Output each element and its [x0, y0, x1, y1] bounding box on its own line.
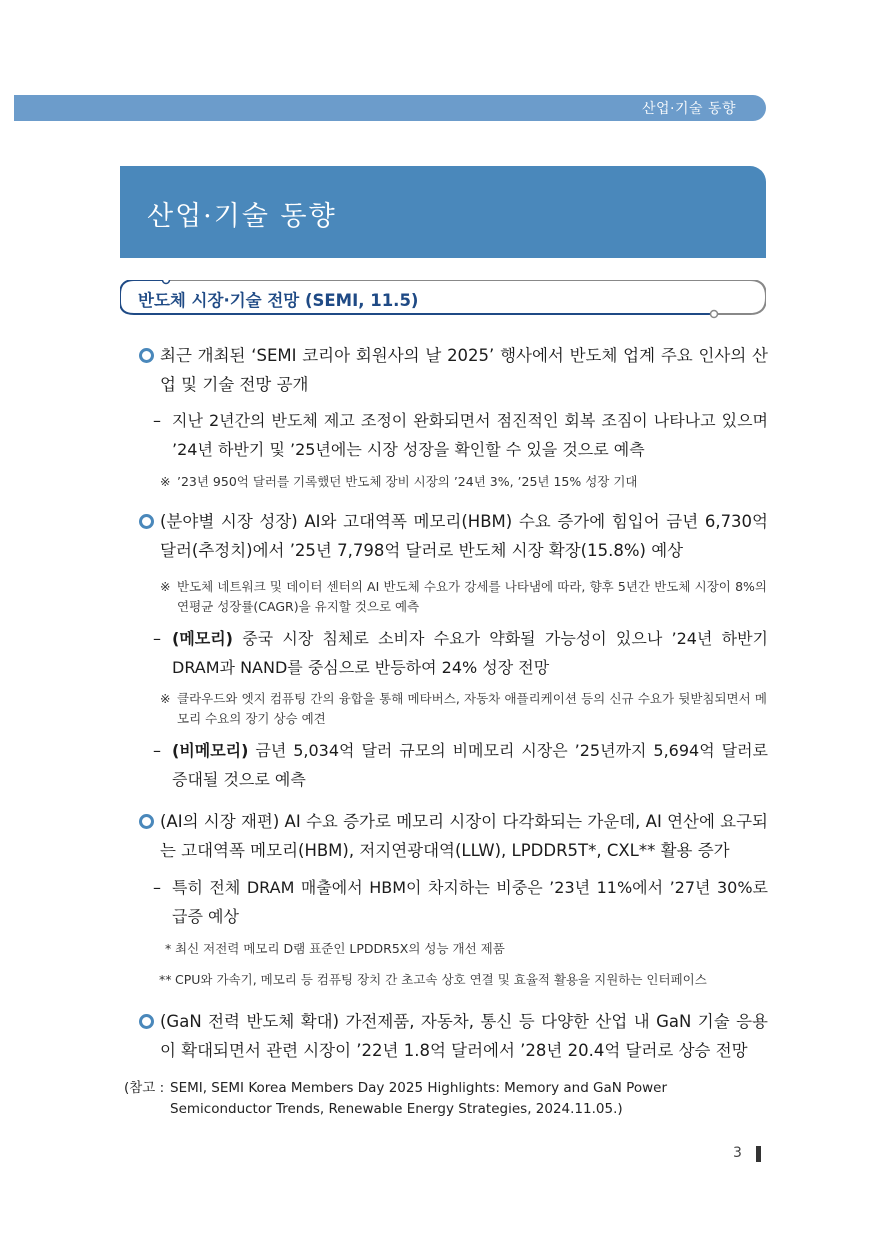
note-item [160, 472, 767, 492]
page-title: 산업·기술 동향 [147, 201, 337, 232]
dash-mark: – [153, 629, 161, 648]
note-item [160, 689, 767, 729]
note-text: 클라우드와 엣지 컴퓨팅 간의 융합을 통해 메타버스, 자동차 애플리케이션 등의 신규 수요가 뒷받침되면서 메모리 수요의 장기 상승 예견 [177, 691, 767, 726]
item-lead: (비메모리) [172, 741, 249, 760]
page-number: 3 [733, 1145, 742, 1161]
circle-bullet-icon [139, 348, 154, 363]
subtitle-frame [120, 280, 766, 314]
footnote-mark: ** [159, 972, 172, 987]
list-item [153, 736, 768, 794]
footnote-item [165, 939, 765, 959]
item-text: 중국 시장 침체로 소비자 수요가 약화될 가능성이 있으나 ’24년 하반기 DRAM과 NAND를 중심으로 반등하여 24% 성장 전망 [172, 629, 768, 677]
footnote-mark: * [165, 941, 172, 956]
section-header-label: 산업·기술 동향 [641, 101, 736, 117]
section-header-bar [14, 95, 766, 121]
item-text: 특히 전체 DRAM 매출에서 HBM이 차지하는 비중은 ’23년 11%에서 ’27년 30%로 급증 예상 [172, 878, 768, 926]
list-item [160, 1007, 768, 1065]
list-item [160, 507, 768, 565]
footnote-item [159, 970, 765, 990]
item-text: (AI의 시장 재편) AI 수요 증가로 메모리 시장이 다각화되는 가운데, AI 연산에 요구되는 고대역폭 메모리(HBM), 저지연광대역(LLW), LPDDR5T*, CXL** 활용 증가 [160, 812, 768, 860]
item-lead: (메모리) [172, 629, 233, 648]
note-item [160, 577, 767, 617]
dash-mark: – [153, 741, 161, 760]
list-item [160, 341, 768, 399]
list-item [160, 807, 768, 865]
item-text: 최근 개최된 ‘SEMI 코리아 회원사의 날 2025’ 행사에서 반도체 업계 주요 인사의 산업 및 기술 전망 공개 [160, 346, 768, 394]
circle-bullet-icon [139, 814, 154, 829]
note-text: ’23년 950억 달러를 기록했던 반도체 장비 시장의 ’24년 3%, ’25년 15% 성장 기대 [177, 474, 638, 489]
list-item [153, 406, 768, 464]
title-banner [120, 166, 766, 258]
list-item [153, 873, 768, 931]
dash-mark: – [153, 411, 161, 430]
item-text: 금년 5,034억 달러 규모의 비메모리 시장은 ’25년까지 5,694억 달러로 증대될 것으로 예측 [172, 741, 768, 789]
footnote-text: CPU와 가속기, 메모리 등 컴퓨팅 장치 간 초고속 상호 연결 및 효율적 활용을 지원하는 인터페이스 [175, 972, 707, 987]
dash-mark: – [153, 878, 161, 897]
reference-text: SEMI, SEMI Korea Members Day 2025 Highlights: Memory and GaN Power Semiconductor Trends, Renewable Energy Strategies, 2024.11.05.) [170, 1080, 667, 1117]
list-item [153, 624, 768, 682]
item-text: (분야별 시장 성장) AI와 고대역폭 메모리(HBM) 수요 증가에 힘입어 금년 6,730억 달러(추정치)에서 ’25년 7,798억 달러로 반도체 시장 확장(15.8%) 예상 [160, 512, 768, 560]
footnote-text: 최신 저전력 메모리 D램 표준인 LPDDR5X의 성능 개선 제품 [175, 941, 505, 956]
note-mark: ※ [160, 579, 171, 594]
item-text: 지난 2년간의 반도체 제고 조정이 완화되면서 점진적인 회복 조짐이 나타나고 있으며 ’24년 하반기 및 ’25년에는 시장 성장을 확인할 수 있을 것으로 예측 [172, 411, 768, 459]
subtitle: 반도체 시장·기술 전망 (SEMI, 11.5) [138, 291, 419, 310]
circle-bullet-icon [139, 1014, 154, 1029]
item-text: (GaN 전력 반도체 확대) 가전제품, 자동차, 통신 등 다양한 산업 내 GaN 기술 응용이 확대되면서 관련 시장이 ’22년 1.8억 달러에서 ’28년 20.4억 달러로 상승 전망 [160, 1012, 768, 1060]
note-text: 반도체 네트워크 및 데이터 센터의 AI 반도체 수요가 강세를 나타냄에 따라, 향후 5년간 반도체 시장이 8%의 연평균 성장률(CAGR)을 유지할 것으로 예측 [177, 579, 767, 614]
note-mark: ※ [160, 474, 171, 489]
reference-label: (참고 : [124, 1080, 165, 1096]
note-mark: ※ [160, 691, 171, 706]
circle-bullet-icon [139, 514, 154, 529]
page-marker [756, 1146, 761, 1162]
